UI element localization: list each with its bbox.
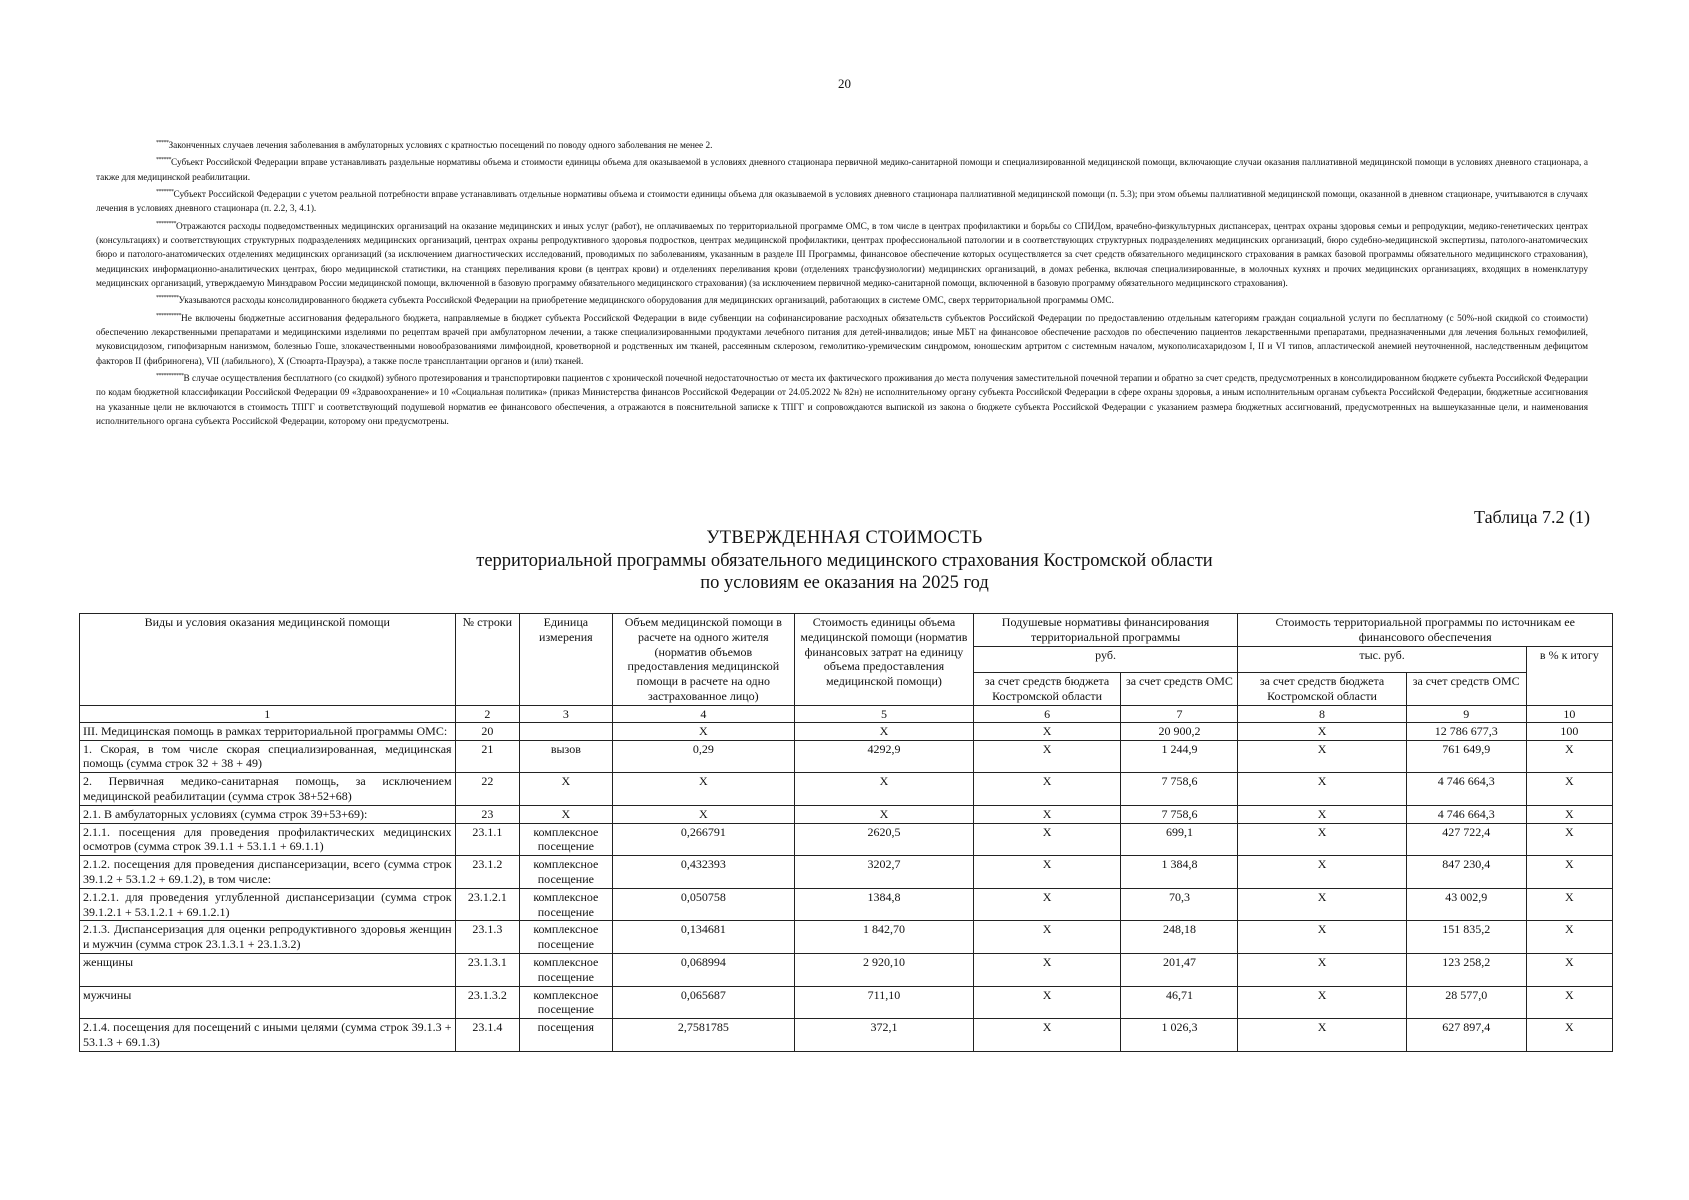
row-budget-per-capita: Х (973, 1019, 1121, 1052)
document-title (0, 527, 1689, 595)
row-unit: Х (520, 773, 612, 806)
row-percent: 100 (1526, 722, 1612, 740)
row-oms-per-capita: 46,71 (1121, 986, 1238, 1019)
row-unit-cost: 711,10 (795, 986, 974, 1019)
row-percent: Х (1526, 823, 1612, 856)
row-volume: 0,065687 (612, 986, 795, 1019)
row-budget-per-capita: Х (973, 740, 1121, 773)
row-number: 23.1.3.1 (455, 953, 520, 986)
row-oms-total: 151 835,2 (1406, 921, 1526, 954)
header-unit-thousand: тыс. руб. (1238, 646, 1526, 673)
row-budget-total: Х (1238, 986, 1406, 1019)
row-budget-per-capita: Х (973, 888, 1121, 921)
footnote: *******Субъект Российской Федерации с учетом реальной потребности вправе устанавливать отдельные нормативы объема и стоимости единицы объема для оказываемой в условиях дневного стационара паллиативной медицинской помощи (п. 5.3); при этом объемы паллиативной медицинской помощи, оказанной в дневном стационаре, учитываются в случаях лечения в условиях дневного стационара (п. 2.2, 3, 4.1). (96, 189, 1588, 215)
footnote: *********Указываются расходы консолидированного бюджета субъекта Российской Федерации на приобретение медицинского оборудования для медицинских организаций, работающих в системе ОМС, сверх территориальной программы ОМС. (156, 295, 1114, 307)
row-oms-per-capita: 1 026,3 (1121, 1019, 1238, 1052)
row-volume: Х (612, 773, 795, 806)
row-budget-total: Х (1238, 722, 1406, 740)
row-oms-total: 627 897,4 (1406, 1019, 1526, 1052)
row-budget-total: Х (1238, 1019, 1406, 1052)
title-line-3: по условиям ее оказания на 2025 год (700, 573, 989, 593)
title-line-2: территориальной программы обязательного медицинского страхования Костромской области (476, 550, 1213, 571)
footnote: ********Отражаются расходы подведомственных медицинских организаций на оказание медицинских и иных услуг (работ), не оплачиваемых по территориальной программе ОМС, в том числе в центрах профилактики и борьбы со СПИДом, врачебно-физкультурных диспансерах, центрах охраны здоровья семьи и репродукции, медико-генетических центрах (консультациях) и соответствующих структурных подразделениях медицинских организаций, центрах охраны репродуктивного здоровья подростков, центрах медицинской профилактики, центрах профессиональной патологии и в соответствующих структурных подразделениях медицинских организаций, бюро судебно-медицинской экспертизы, патолого-анатомических бюро и патолого-анатомических отделениях медицинских организаций (за исключением диагностических исследований, проводимых по заболеваниям, указанным в разделе III Программы, финансовое обеспечение которых осуществляется за счет средств обязательного медицинского страхования в рамках базовой программы обязательного медицинского страхования), медицинских информационно-аналитических центрах, бюро медицинской статистики, на станциях переливания крови (в центрах крови) и отделениях переливания крови (отделениях трансфузиологии) медицинских организаций, в домах ребенка, включая специализированные, в молочных кухнях и прочих медицинских организациях, входящих в номенклатуру медицинских организаций, утверждаемую Минздравом России медицинской помощи, включенной в базовую программу обязательного медицинского страхования) (за исключением первичной медико-санитарной помощи, включенной в базовую программу обязательного медицинского страхования). (96, 220, 1588, 290)
row-name: женщины (80, 953, 456, 986)
row-oms-total: 847 230,4 (1406, 856, 1526, 889)
cost-table (79, 613, 1613, 1052)
header-percent: в % к итогу (1526, 646, 1612, 705)
row-unit-cost: 1384,8 (795, 888, 974, 921)
row-unit-cost: 2 920,10 (795, 953, 974, 986)
row-volume: 0,134681 (612, 921, 795, 954)
row-number: 23.1.2.1 (455, 888, 520, 921)
table-row (80, 1019, 1613, 1052)
row-number: 23.1.3 (455, 921, 520, 954)
header-per-capita-group: Подушевые нормативы финансирования территориальной программы (973, 614, 1238, 647)
row-percent: Х (1526, 740, 1612, 773)
row-volume: 0,050758 (612, 888, 795, 921)
column-number: 8 (1238, 705, 1406, 722)
row-unit-cost: 2620,5 (795, 823, 974, 856)
row-unit: комплексное посещение (520, 986, 612, 1019)
row-unit-cost: 1 842,70 (795, 921, 974, 954)
column-number: 1 (80, 705, 456, 722)
row-number: 22 (455, 773, 520, 806)
header-oms-per-capita: за счет средств ОМС (1121, 673, 1238, 706)
row-oms-total: 43 002,9 (1406, 888, 1526, 921)
row-name: мужчины (80, 986, 456, 1019)
row-oms-total: 28 577,0 (1406, 986, 1526, 1019)
header-unit-cost: Стоимость единицы объема медицинской помощи (норматив финансовых затрат на единицу объема предоставления медицинской помощи) (795, 614, 974, 706)
page-number: 20 (838, 76, 851, 91)
header-row-number: № строки (455, 614, 520, 706)
row-oms-per-capita: 248,18 (1121, 921, 1238, 954)
table-row (80, 823, 1613, 856)
table-row (80, 888, 1613, 921)
row-oms-per-capita: 7 758,6 (1121, 773, 1238, 806)
header-types: Виды и условия оказания медицинской помощи (80, 614, 456, 706)
column-number: 6 (973, 705, 1121, 722)
row-budget-per-capita: Х (973, 953, 1121, 986)
row-budget-total: Х (1238, 888, 1406, 921)
row-percent: Х (1526, 773, 1612, 806)
row-percent: Х (1526, 1019, 1612, 1052)
row-name: 2.1.1. посещения для проведения профилактических медицинских осмотров (сумма строк 39.1.1 + 53.1.1 + 69.1.1) (80, 823, 456, 856)
row-name: 2.1.2.1. для проведения углубленной диспансеризации (сумма строк 39.1.2.1 + 53.1.2.1 + 69.1.2.1) (80, 888, 456, 921)
row-oms-total: 4 746 664,3 (1406, 773, 1526, 806)
row-number: 20 (455, 722, 520, 740)
row-budget-per-capita: Х (973, 986, 1121, 1019)
row-unit-cost: Х (795, 805, 974, 823)
row-oms-per-capita: 699,1 (1121, 823, 1238, 856)
row-unit: посещения (520, 1019, 612, 1052)
row-unit: комплексное посещение (520, 921, 612, 954)
row-unit-cost: 372,1 (795, 1019, 974, 1052)
column-number: 4 (612, 705, 795, 722)
row-unit: комплексное посещение (520, 888, 612, 921)
row-unit: комплексное посещение (520, 856, 612, 889)
row-oms-per-capita: 70,3 (1121, 888, 1238, 921)
row-volume: 0,266791 (612, 823, 795, 856)
row-oms-per-capita: 20 900,2 (1121, 722, 1238, 740)
row-volume: 0,068994 (612, 953, 795, 986)
row-oms-total: 4 746 664,3 (1406, 805, 1526, 823)
row-budget-total: Х (1238, 921, 1406, 954)
row-unit: Х (520, 805, 612, 823)
row-name: 2. Первичная медико-санитарная помощь, за исключением медицинской реабилитации (сумма строк 38+52+68) (80, 773, 456, 806)
footnote: **********Не включены бюджетные ассигнования федерального бюджета, направляемые в бюджет субъекта Российской Федерации в виде субвенции на софинансирование расходных обязательств субъектов Российской Федерации по предоставлению отдельным категориям граждан социальной услуги по бесплатному (с 50%-ной скидкой со стоимости) обеспечению лекарственными препаратами и медицинскими изделиями по рецептам врачей при амбулаторном лечении, а также специализированными продуктами лечебного питания для детей-инвалидов; иные МБТ на финансовое обеспечение расходов по обеспечению пациентов лекарственными препаратами, предназначенными для лечения больных гемофилией, муковисцидозом, гипофизарным нанизмом, болезнью Гоше, злокачественными новообразованиями лимфоидной, кроветворной и родственных им тканей, рассеянным склерозом, гемолитико-уремическим синдромом, юношеским артритом с системным началом, мукополисахаридозом I, II и VI типов, апластической анемией неуточненной, наследственным дефицитом факторов II (фибриногена), VII (лабильного), X (Стюарта-Прауэра), а также после трансплантации органов и (или) тканей. (96, 312, 1588, 367)
row-budget-total: Х (1238, 856, 1406, 889)
row-unit-cost: Х (795, 773, 974, 806)
row-budget-per-capita: Х (973, 823, 1121, 856)
footnote: *****Законченных случаев лечения заболевания в амбулаторных условиях с кратностью посещений по поводу одного заболевания не менее 2. (156, 140, 713, 152)
row-oms-per-capita: 201,47 (1121, 953, 1238, 986)
column-number: 2 (455, 705, 520, 722)
row-unit-cost: Х (795, 722, 974, 740)
row-oms-total: 427 722,4 (1406, 823, 1526, 856)
row-unit-cost: 4292,9 (795, 740, 974, 773)
table-row (80, 805, 1613, 823)
row-unit: вызов (520, 740, 612, 773)
table-row (80, 986, 1613, 1019)
table-row (80, 921, 1613, 954)
row-budget-total: Х (1238, 805, 1406, 823)
row-name: 2.1.2. посещения для проведения диспансеризации, всего (сумма строк 39.1.2 + 53.1.2 + 69.1.2), в том числе: (80, 856, 456, 889)
row-name: III. Медицинская помощь в рамках территориальной программы ОМС: (80, 722, 456, 740)
table-row (80, 722, 1613, 740)
title-line-1: УТВЕРЖДЕННАЯ СТОИМОСТЬ (706, 528, 983, 548)
row-name: 2.1.3. Диспансеризация для оценки репродуктивного здоровья женщин и мужчин (сумма строк 23.1.3.1 + 23.1.3.2) (80, 921, 456, 954)
row-unit: комплексное посещение (520, 823, 612, 856)
footnote: ******Субъект Российской Федерации вправе устанавливать раздельные нормативы объема и стоимости единицы объема для оказываемой в условиях дневного стационара первичной медико-санитарной помощи и специализированной медицинской помощи, включающие случаи оказания паллиативной медицинской помощи в условиях дневного стационара, а также для медицинской реабилитации. (96, 157, 1588, 183)
header-budget-total: за счет средств бюджета Костромской области (1238, 673, 1406, 706)
row-number: 23.1.1 (455, 823, 520, 856)
row-name: 1. Скорая, в том числе скорая специализированная, медицинская помощь (сумма строк 32 + 38 + 49) (80, 740, 456, 773)
table-row (80, 856, 1613, 889)
row-number: 21 (455, 740, 520, 773)
row-percent: Х (1526, 953, 1612, 986)
row-budget-per-capita: Х (973, 921, 1121, 954)
row-oms-per-capita: 7 758,6 (1121, 805, 1238, 823)
table-row (80, 953, 1613, 986)
row-percent: Х (1526, 856, 1612, 889)
row-number: 23.1.2 (455, 856, 520, 889)
row-unit (520, 722, 612, 740)
row-oms-per-capita: 1 244,9 (1121, 740, 1238, 773)
row-volume: Х (612, 722, 795, 740)
column-numbers-row (80, 705, 1613, 722)
column-number: 9 (1406, 705, 1526, 722)
header-volume: Объем медицинской помощи в расчете на одного жителя (норматив объемов предоставления медицинской помощи в расчете на одно застрахованное лицо) (612, 614, 795, 706)
row-oms-per-capita: 1 384,8 (1121, 856, 1238, 889)
row-budget-per-capita: Х (973, 722, 1121, 740)
header-budget-per-capita: за счет средств бюджета Костромской области (973, 673, 1121, 706)
header-oms-total: за счет средств ОМС (1406, 673, 1526, 706)
row-volume: Х (612, 805, 795, 823)
footnote: ***********В случае осуществления бесплатного (со скидкой) зубного протезирования и транспортировки пациентов с хронической почечной недостаточностью от места их фактического проживания до места получения заместительной почечной терапии и обратно за счет средств, предусмотренных в консолидированном бюджете субъекта Российской Федерации по кодам бюджетной классификации Российской Федерации 09 «Здравоохранение» и 10 «Социальная политика» (приказ Министерства финансов Российской Федерации от 24.05.2022 № 82н) не исполнительному органу субъекта Российской Федерации в сфере охраны здоровья, а иным исполнительным органам субъекта Российской Федерации, бюджетные ассигнования на указанные цели не включаются в стоимость ТПГГ и соответствующий подушевой норматив ее финансового обеспечения, а отражаются в пояснительной записке к ТПГГ и сопровождаются выпиской из закона о бюджете субъекта Российской Федерации с указанием размера бюджетных ассигнований, предусмотренных на вышеуказанные цели, и наименования исполнительного органа субъекта Российской Федерации, которому они предусмотрены. (96, 373, 1588, 427)
row-name: 2.1.4. посещения для посещений с иными целями (сумма строк 39.1.3 + 53.1.3 + 69.1.3) (80, 1019, 456, 1052)
row-budget-total: Х (1238, 823, 1406, 856)
row-budget-total: Х (1238, 773, 1406, 806)
footnotes (96, 136, 1588, 429)
header-unit-rub: руб. (973, 646, 1238, 673)
table-label: Таблица 7.2 (1) (1474, 507, 1590, 527)
header-cost-group: Стоимость территориальной программы по источникам ее финансового обеспечения (1238, 614, 1613, 647)
column-number: 7 (1121, 705, 1238, 722)
table-row (80, 773, 1613, 806)
row-name: 2.1. В амбулаторных условиях (сумма строк 39+53+69): (80, 805, 456, 823)
column-number: 3 (520, 705, 612, 722)
row-budget-total: Х (1238, 953, 1406, 986)
row-unit-cost: 3202,7 (795, 856, 974, 889)
row-oms-total: 761 649,9 (1406, 740, 1526, 773)
row-budget-per-capita: Х (973, 856, 1121, 889)
column-number: 5 (795, 705, 974, 722)
row-percent: Х (1526, 986, 1612, 1019)
row-number: 23.1.3.2 (455, 986, 520, 1019)
row-unit: комплексное посещение (520, 953, 612, 986)
row-budget-per-capita: Х (973, 773, 1121, 806)
header-unit: Единица измерения (520, 614, 612, 706)
table-row (80, 740, 1613, 773)
column-number: 10 (1526, 705, 1612, 722)
row-oms-total: 123 258,2 (1406, 953, 1526, 986)
row-number: 23 (455, 805, 520, 823)
row-volume: 0,29 (612, 740, 795, 773)
table-body (80, 722, 1613, 1051)
row-percent: Х (1526, 888, 1612, 921)
row-budget-total: Х (1238, 740, 1406, 773)
row-budget-per-capita: Х (973, 805, 1121, 823)
row-volume: 2,7581785 (612, 1019, 795, 1052)
row-volume: 0,432393 (612, 856, 795, 889)
row-percent: Х (1526, 805, 1612, 823)
row-oms-total: 12 786 677,3 (1406, 722, 1526, 740)
row-percent: Х (1526, 921, 1612, 954)
row-number: 23.1.4 (455, 1019, 520, 1052)
